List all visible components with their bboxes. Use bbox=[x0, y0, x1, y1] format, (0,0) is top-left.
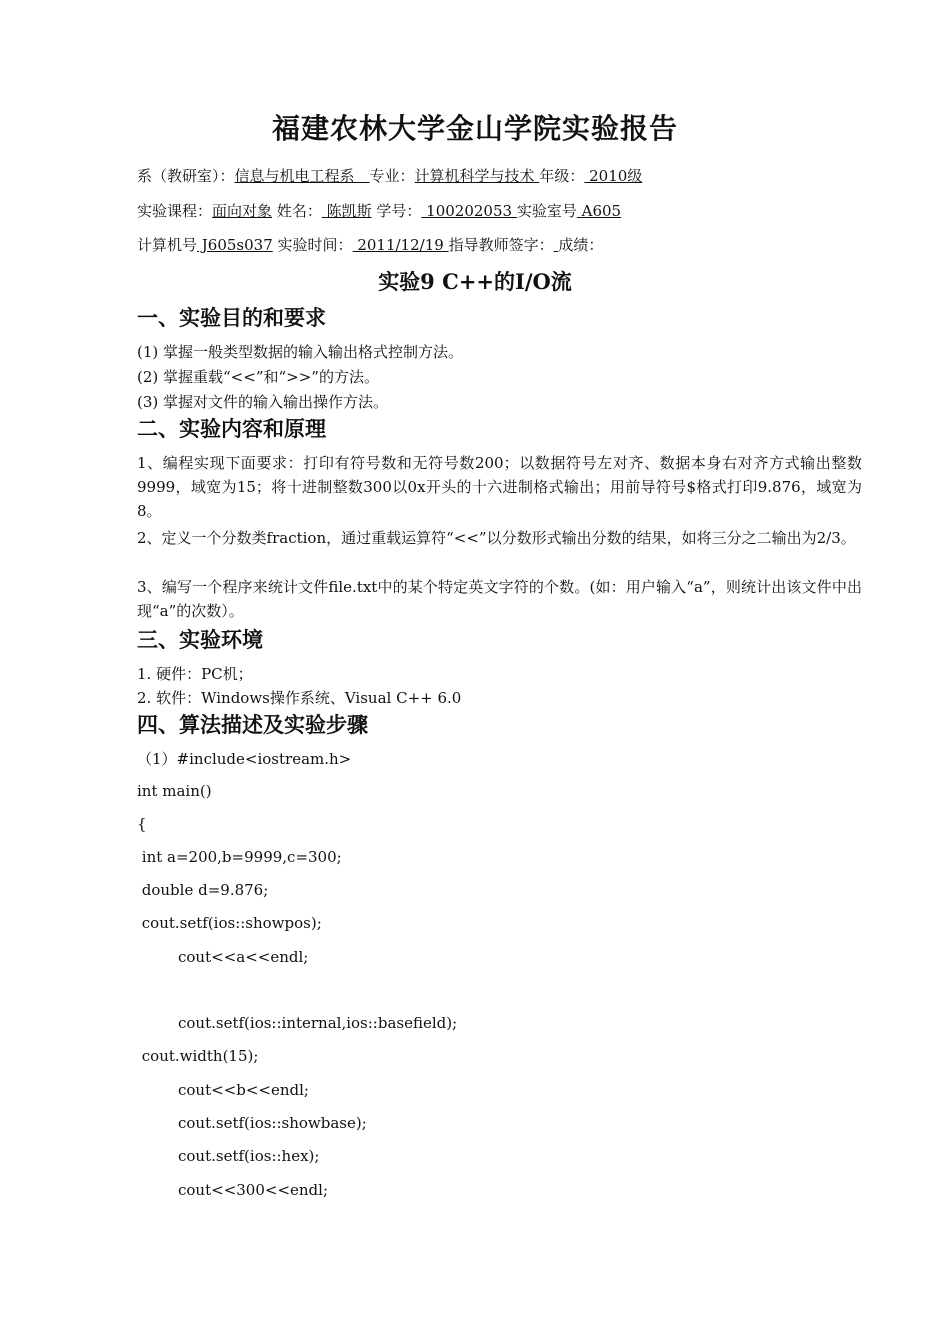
room-value: A605 bbox=[576, 202, 622, 220]
section-3-item: 1. 硬件：PC机； bbox=[137, 665, 253, 683]
section-2-heading: 二、实验内容和原理 bbox=[137, 417, 326, 441]
major-value: 计算机科学与技术 bbox=[414, 167, 540, 185]
dept-label: 系（教研室）： bbox=[137, 167, 235, 185]
info-line-course bbox=[137, 200, 621, 221]
code-line: int a=200,b=9999,c=300; bbox=[137, 848, 342, 866]
report-title: 福建农林大学金山学院实验报告 bbox=[271, 112, 678, 145]
score-label: 成绩： bbox=[558, 236, 604, 254]
section-1-item: (2) 掌握重载“<<”和“>>”的方法。 bbox=[137, 368, 379, 386]
section-4-heading: 四、算法描述及实验步骤 bbox=[137, 713, 368, 737]
student-id-value: 100202053 bbox=[421, 202, 517, 220]
code-line: cout.width(15); bbox=[137, 1047, 259, 1065]
section-2-item: 2、定义一个分数类fraction，通过重载运算符“<<”以分数形式输出分数的结果，如将三分之二输出为2/3。 bbox=[137, 529, 856, 547]
info-line-computer bbox=[137, 234, 603, 255]
code-line: cout.setf(ios::showpos); bbox=[137, 914, 322, 932]
code-line: cout.setf(ios::showbase); bbox=[178, 1114, 367, 1132]
section-1-item: (1) 掌握一般类型数据的输入输出格式控制方法。 bbox=[137, 343, 464, 361]
computer-label: 计算机号 bbox=[137, 236, 198, 254]
code-line: cout<<a<<endl; bbox=[178, 948, 309, 966]
section-1-heading: 一、实验目的和要求 bbox=[137, 306, 326, 330]
student-id-label: 学号： bbox=[376, 202, 422, 220]
code-line: （1）#include<iostream.h> bbox=[137, 750, 352, 768]
code-line: cout.setf(ios::hex); bbox=[178, 1147, 320, 1165]
teacher-sign-label: 指导教师签字： bbox=[448, 236, 554, 254]
experiment-title: 实验9 C++的I/O流 bbox=[378, 269, 572, 294]
code-line: cout.setf(ios::internal,ios::basefield); bbox=[178, 1014, 458, 1032]
time-value: 2011/12/19 bbox=[352, 236, 449, 254]
code-line: int main() bbox=[137, 782, 212, 800]
code-line: cout<<b<<endl; bbox=[178, 1081, 309, 1099]
name-label: 姓名： bbox=[276, 202, 322, 220]
grade-label: 年级： bbox=[539, 167, 585, 185]
section-2-item: 3、编写一个程序来统计文件file.txt中的某个特定英文字符的个数。(如：用户输入“a”，则统计出该文件中出现“a”的次数）。 bbox=[137, 578, 862, 620]
grade-value: 2010级 bbox=[584, 167, 643, 185]
room-label: 实验室号 bbox=[516, 202, 577, 220]
course-label: 实验课程： bbox=[137, 202, 213, 220]
code-line: double d=9.876; bbox=[137, 881, 269, 899]
course-value: 面向对象 bbox=[212, 202, 273, 220]
code-line: cout<<300<<endl; bbox=[178, 1181, 329, 1199]
computer-value: J605s037 bbox=[197, 236, 273, 254]
dept-value: 信息与机电工程系 bbox=[234, 167, 370, 185]
section-2-item: 1、编程实现下面要求：打印有符号数和无符号数200；以数据符号左对齐、数据本身右对齐方式输出整数9999，域宽为15；将十进制整数300以0x开头的十六进制格式输出；用前导符号$格式打印9.876，域宽为8。 bbox=[137, 454, 862, 520]
code-line: { bbox=[137, 815, 147, 833]
section-1-item: (3) 掌握对文件的输入输出操作方法。 bbox=[137, 393, 389, 411]
section-3-heading: 三、实验环境 bbox=[137, 628, 263, 652]
section-3-item: 2. 软件：Windows操作系统、Visual C++ 6.0 bbox=[137, 689, 462, 707]
time-label: 实验时间： bbox=[277, 236, 353, 254]
major-label: 专业： bbox=[369, 167, 415, 185]
info-line-department bbox=[137, 165, 642, 186]
name-value: 陈凯斯 bbox=[321, 202, 372, 220]
